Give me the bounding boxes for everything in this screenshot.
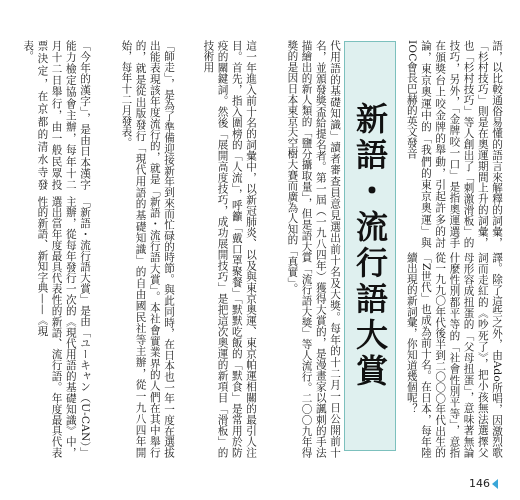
section-title: 新語・流行語大賞: [351, 102, 389, 390]
text-column-3: [394, 40, 504, 248]
text-column-6: [20, 40, 92, 190]
title-header-box: [344, 41, 396, 451]
column-text: 「新語・流行語大賞」是由「ユーキャン（U-CAN）」主辦，從每年發行一次的《現代用語的基礎知識》中，選出當年度最具代表性的新語、流行語。年度最具代表性的新語、新知字典——《現: [36, 196, 91, 458]
column-text: 語，以比較通俗易懂的語言來解釋的詞彙，「杉村技巧」則是在奧運期間上升的詞彙，也「杉村技巧」等人創出了「刺激滑板」的技巧，另外，「金牌咬一口」是指奧運選手在頒獎台上咬金牌的舉動，引起許多的討論，東京奧運中的「我們的東京奧運」與IOC會長巴赫的英文發音: [405, 40, 503, 248]
text-column-2: [178, 40, 258, 458]
column-text: 「今年的漢字」，是由日本漢字能力檢定協會主辦，每年十二月十二日舉行，由一般民眾投票決定，在京都的清水寺發表。: [22, 40, 91, 190]
page-edge: [516, 0, 520, 500]
text-column-1: [262, 40, 342, 458]
text-column-7: [20, 196, 92, 458]
column-text: 代用語的基礎知識」讀者審查員意見選出前十名及大獎。每年的十二月一日公開前十名，並頒發獎盃給提名者。第一屆（一九八四年）獲得大賞的，是漫畫家以諷刺的手法描繪出的新人類的「鹽分攝取量」，但是語大賞「流行語大獎」等人流行。二〇〇九年得獎的是因日本東京天空樹大賽而廣為人知的「真實」。: [286, 40, 341, 458]
column-text: 「師走」，是為了準備迎接新年到來而忙碌的時節。與此同時，在日本也一年一度在選拔出能表現該年度流行的，就是「新語・流行語大賞」。本社會實業界的人們在其中舉行的，就是從出版發行「現代用語的基礎知識」的自由國民社等主辦，從一九八四年開始，每年十二月發表。: [120, 40, 175, 458]
text-column-5: [96, 40, 176, 458]
column-text: 這一年進入前十名的詞彙中，以新冠肺炎、以及與東京奧運、東京帕運相關的最引人注目。首先，指入圍榜的「人流」，呼籲「戴口罩聚餐」「默默吃飯的「默食」是常用於防疫的關鍵詞。然後「展開高度技巧，成功展開技巧」是把這次奧運的新項目「滑板」的技術用: [202, 40, 257, 458]
page-number-text: 146: [469, 477, 490, 490]
page-arrow-icon: [492, 479, 498, 489]
text-column-4: [394, 252, 504, 458]
page-number: [469, 477, 498, 490]
column-text: 譯。除了這些之外，由Ado所唱，因激烈歌詞而走紅的《吵死了》，把小孩無法選擇父母形容成扭蛋的「父母扭蛋」，意味著無論什麼性別都平等的「社會性別平等」，意指從一九九〇年代後半到二〇〇〇年代出生的「Z世代」也成為前十名。在日本，每年陸續出現的新詞彙，你知道幾個呢？: [405, 252, 503, 458]
